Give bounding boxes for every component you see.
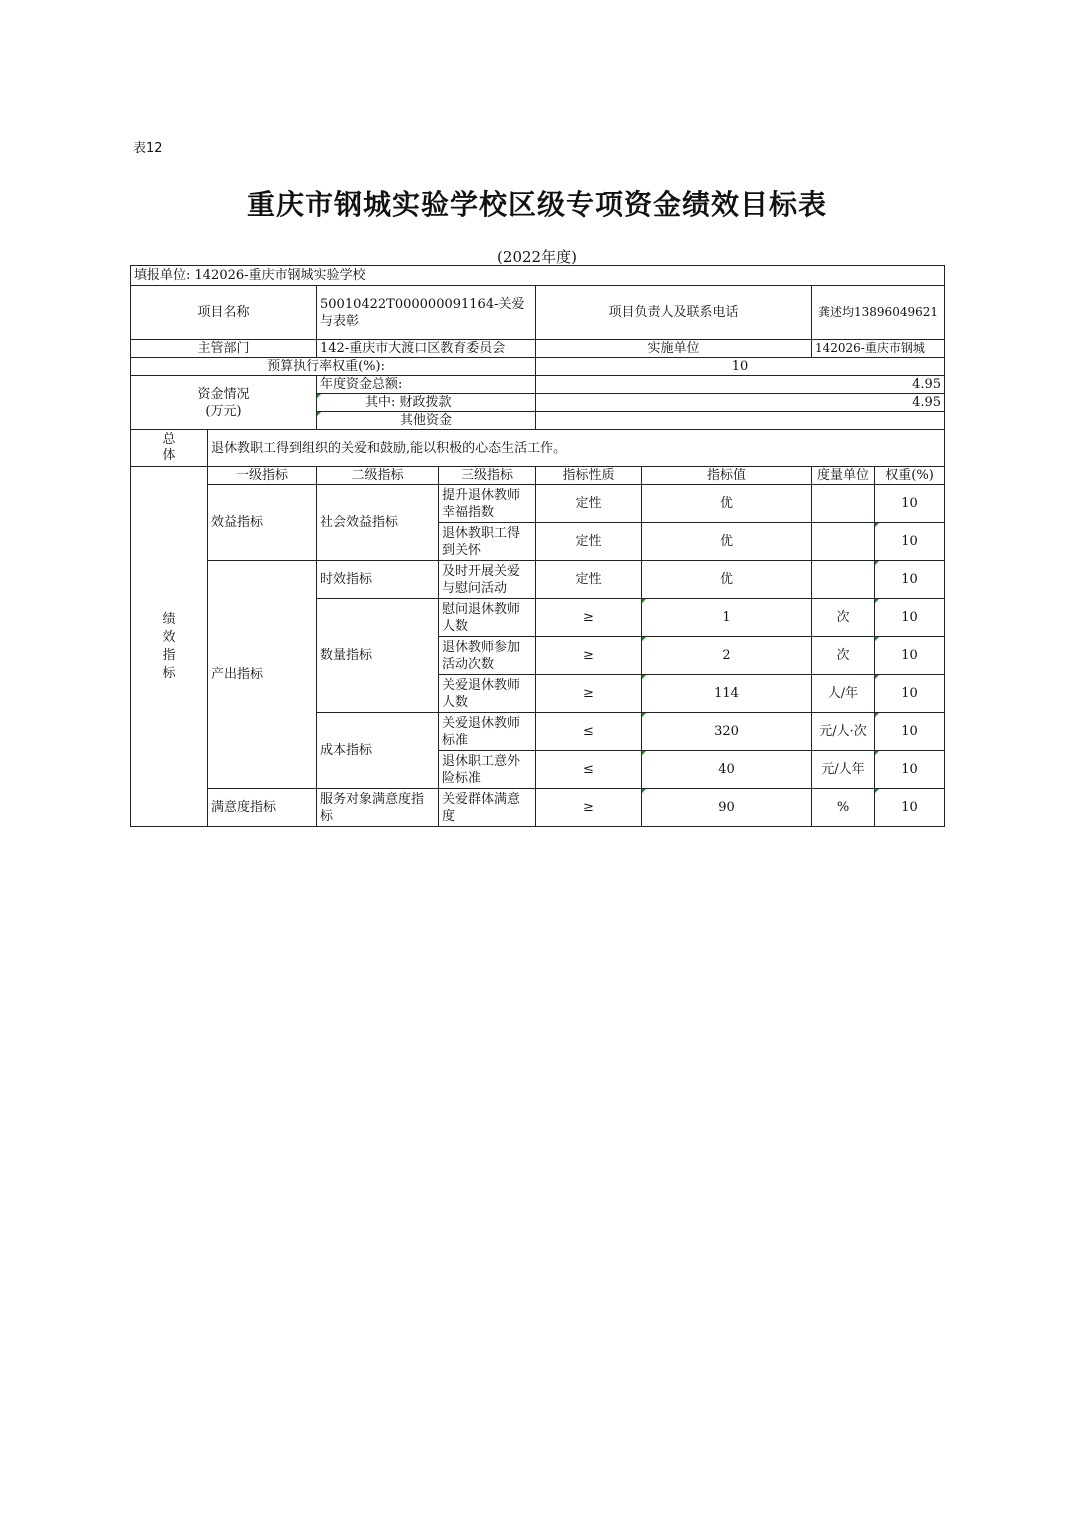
- unit-cell: %: [812, 789, 875, 827]
- value-cell: 90: [642, 789, 812, 827]
- other-funds-value: [536, 412, 945, 430]
- weight-cell: 10: [875, 637, 945, 675]
- weight-cell: 10: [875, 485, 945, 523]
- header-level1: 一级指标: [208, 467, 317, 485]
- weight-cell: 10: [875, 789, 945, 827]
- level1-benefit: 效益指标: [208, 485, 317, 561]
- value-cell: 优: [642, 523, 812, 561]
- table-number: 表12: [133, 141, 163, 156]
- unit-cell: 次: [812, 599, 875, 637]
- unit-cell: [812, 523, 875, 561]
- unit-cell: [812, 485, 875, 523]
- level3-item: 及时开展关爱与慰问活动: [439, 561, 536, 599]
- value-cell: 优: [642, 561, 812, 599]
- weight-cell: 10: [875, 675, 945, 713]
- value-cell: 2: [642, 637, 812, 675]
- contact-label: 项目负责人及联系电话: [536, 286, 812, 340]
- header-weight: 权重(%): [875, 467, 945, 485]
- nature-cell: ≥: [536, 789, 642, 827]
- funds-label-line1: 资金情况: [197, 386, 250, 402]
- header-level2: 二级指标: [317, 467, 439, 485]
- level2-service-satisfaction: 服务对象满意度指标: [317, 789, 439, 827]
- value-cell: 1: [642, 599, 812, 637]
- unit-cell: 人/年: [812, 675, 875, 713]
- value-cell: 114: [642, 675, 812, 713]
- indicators-section-label: [131, 467, 208, 827]
- nature-cell: ≥: [536, 599, 642, 637]
- dept-value: 142-重庆市大渡口区教育委员会: [317, 340, 536, 358]
- project-name-value: 50010422T000000091164-关爱与表彰: [317, 286, 536, 340]
- level3-item: 关爱退休教师标准: [439, 713, 536, 751]
- unit-cell: 次: [812, 637, 875, 675]
- level2-social-benefit: 社会效益指标: [317, 485, 439, 561]
- performance-target-table: [130, 265, 945, 827]
- indicators-section-text: 绩效指标: [162, 611, 176, 681]
- value-cell: 320: [642, 713, 812, 751]
- overall-label-text: 总体: [162, 432, 176, 463]
- fiscal-label: 其中: 财政拨款: [317, 394, 536, 412]
- page-title: 重庆市钢城实验学校区级专项资金绩效目标表: [246, 188, 827, 221]
- value-cell: 优: [642, 485, 812, 523]
- budget-weight-value: 10: [536, 358, 945, 376]
- fiscal-year: (2022年度): [497, 248, 577, 266]
- weight-cell: 10: [875, 523, 945, 561]
- nature-cell: ≤: [536, 751, 642, 789]
- level2-quantity: 数量指标: [317, 599, 439, 713]
- header-nature: 指标性质: [536, 467, 642, 485]
- value-cell: 40: [642, 751, 812, 789]
- level3-item: 关爱退休教师人数: [439, 675, 536, 713]
- level2-timeliness: 时效指标: [317, 561, 439, 599]
- level1-output: 产出指标: [208, 561, 317, 789]
- nature-cell: 定性: [536, 485, 642, 523]
- level3-item: 退休教师参加活动次数: [439, 637, 536, 675]
- impl-value: 142026-重庆市钢城: [812, 340, 945, 358]
- unit-cell: 元/人·次: [812, 713, 875, 751]
- overall-goal: 退休教职工得到组织的关爱和鼓励,能以积极的心态生活工作。: [208, 430, 945, 467]
- level3-item: 退休职工意外险标准: [439, 751, 536, 789]
- annual-total-label: 年度资金总额:: [317, 376, 536, 394]
- nature-cell: ≥: [536, 675, 642, 713]
- nature-cell: ≥: [536, 637, 642, 675]
- other-funds-label: 其他资金: [317, 412, 536, 430]
- weight-cell: 10: [875, 751, 945, 789]
- unit-cell: [812, 561, 875, 599]
- level1-satisfaction: 满意度指标: [208, 789, 317, 827]
- contact-value: 龚述均13896049621: [812, 286, 945, 340]
- annual-total-value: 4.95: [536, 376, 945, 394]
- header-unit: 度量单位: [812, 467, 875, 485]
- budget-weight-label: 预算执行率权重(%):: [131, 358, 536, 376]
- nature-cell: ≤: [536, 713, 642, 751]
- header-value: 指标值: [642, 467, 812, 485]
- nature-cell: 定性: [536, 523, 642, 561]
- level2-cost: 成本指标: [317, 713, 439, 789]
- level3-item: 慰问退休教师人数: [439, 599, 536, 637]
- header-level3: 三级指标: [439, 467, 536, 485]
- project-name-label: 项目名称: [131, 286, 317, 340]
- overall-label: [131, 430, 208, 467]
- level3-item: 退休教职工得到关怀: [439, 523, 536, 561]
- weight-cell: 10: [875, 561, 945, 599]
- weight-cell: 10: [875, 713, 945, 751]
- fill-unit: 填报单位: 142026-重庆市钢城实验学校: [131, 266, 945, 286]
- funds-label-line2: (万元): [205, 403, 242, 419]
- nature-cell: 定性: [536, 561, 642, 599]
- weight-cell: 10: [875, 599, 945, 637]
- level3-item: 提升退休教师幸福指数: [439, 485, 536, 523]
- funds-label: [131, 376, 317, 430]
- dept-label: 主管部门: [131, 340, 317, 358]
- unit-cell: 元/人年: [812, 751, 875, 789]
- fiscal-value: 4.95: [536, 394, 945, 412]
- impl-label: 实施单位: [536, 340, 812, 358]
- level3-item: 关爱群体满意度: [439, 789, 536, 827]
